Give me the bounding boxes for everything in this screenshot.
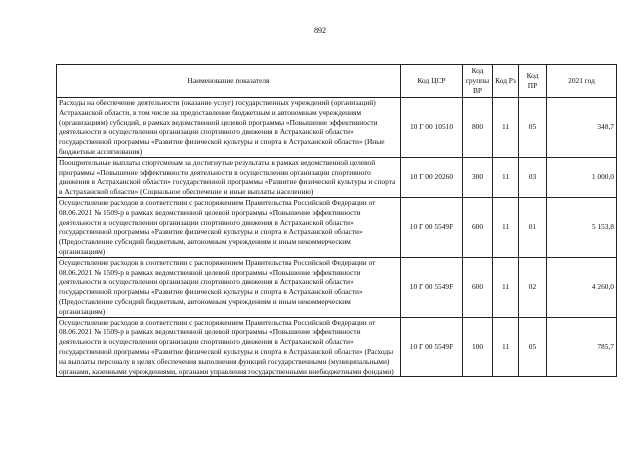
budget-table (56, 64, 617, 377)
row-csr: 10 Г 00 10510 (401, 98, 463, 158)
header-pr: Код ПР (519, 65, 547, 98)
row-name: Расходы на обеспечение деятельности (оказание услуг) государственных учреждений (организаций) Астраханской области, в том числе на предоставление бюджетным и автономным учреждениям (организациям) субсидий, в рамках ведомственной целевой программы «Повышение эффективности деятельности в осуществлении организации спортивного движения в Астраханской области» государственной программы «Развитие физической культуры и спорта в Астраханской области» (Иные бюджетные ассигнования) (57, 98, 401, 158)
row-name: Осуществление расходов в соответствии с распоряжением Правительства Российской Федерации от 08.06.2021 № 1509-р в рамках ведомственной целевой программы «Повышение эффективности деятельности в осуществлении организации спортивного движения в Астраханской области» государственной программы «Развитие физической культуры и спорта в Астраханской области» (Предоставление субсидий бюджетным, автономным учреждениям и иным некоммерческим организациям) (57, 257, 401, 317)
row-amount: 1 000,0 (547, 157, 617, 197)
header-csr: Код ЦСР (401, 65, 463, 98)
row-name: Осуществление расходов в соответствии с распоряжением Правительства Российской Федерации от 08.06.2021 № 1509-р в рамках ведомственной целевой программы «Повышение эффективности деятельности в осуществлении организации спортивного движения в Астраханской области» государственной программы «Развитие физической культуры и спорта в Астраханской области» (Предоставление субсидий бюджетным, автономным учреждениям и иным некоммерческим организациям) (57, 197, 401, 257)
row-rz: 11 (493, 98, 519, 158)
table-row (57, 317, 617, 377)
header-year: 2021 год (547, 65, 617, 98)
row-pr: 03 (519, 157, 547, 197)
row-vr: 600 (463, 197, 493, 257)
header-name: Наименование показателя (57, 65, 401, 98)
page-number: 892 (314, 26, 326, 35)
row-vr: 100 (463, 317, 493, 377)
row-amount: 348,7 (547, 98, 617, 158)
row-csr: 10 Г 00 20260 (401, 157, 463, 197)
table-row (57, 257, 617, 317)
row-rz: 11 (493, 157, 519, 197)
row-name: Осуществление расходов в соответствии с распоряжением Правительства Российской Федерации от 08.06.2021 № 1509-р в рамках ведомственной целевой программы «Повышение эффективности деятельности в осуществлении организации спортивного движения в Астраханской области» государственной программы «Развитие физической культуры и спорта в Астраханской области» (Расходы на выплаты персоналу в целях обеспечения выполнения функций государственными (муниципальными) органами, казенными учреждениями, органами управления государственными внебюджетными фондами) (57, 317, 401, 377)
table-header-row (57, 65, 617, 98)
row-csr: 10 Г 00 5549F (401, 257, 463, 317)
row-amount: 5 153,8 (547, 197, 617, 257)
row-rz: 11 (493, 257, 519, 317)
row-vr: 800 (463, 98, 493, 158)
row-name: Поощрительные выплаты спортсменам за достигнутые результаты в рамках ведомственной целевой программы «Повышение эффективности деятельности в осуществлении организации спортивного движения в Астраханской области» государственной программы «Развитие физической культуры и спорта в Астраханской области» (Социальное обеспечение и иные выплаты населению) (57, 157, 401, 197)
row-vr: 600 (463, 257, 493, 317)
row-csr: 10 Г 00 5549F (401, 197, 463, 257)
row-rz: 11 (493, 317, 519, 377)
row-csr: 10 Г 00 5549F (401, 317, 463, 377)
table-row (57, 98, 617, 158)
table-row (57, 197, 617, 257)
header-rz: Код Рз (493, 65, 519, 98)
row-pr: 02 (519, 257, 547, 317)
header-vr: Код группы ВР (463, 65, 493, 98)
row-amount: 4 260,0 (547, 257, 617, 317)
row-vr: 300 (463, 157, 493, 197)
row-pr: 01 (519, 197, 547, 257)
row-pr: 05 (519, 98, 547, 158)
row-pr: 05 (519, 317, 547, 377)
row-rz: 11 (493, 197, 519, 257)
row-amount: 785,7 (547, 317, 617, 377)
table-row (57, 157, 617, 197)
